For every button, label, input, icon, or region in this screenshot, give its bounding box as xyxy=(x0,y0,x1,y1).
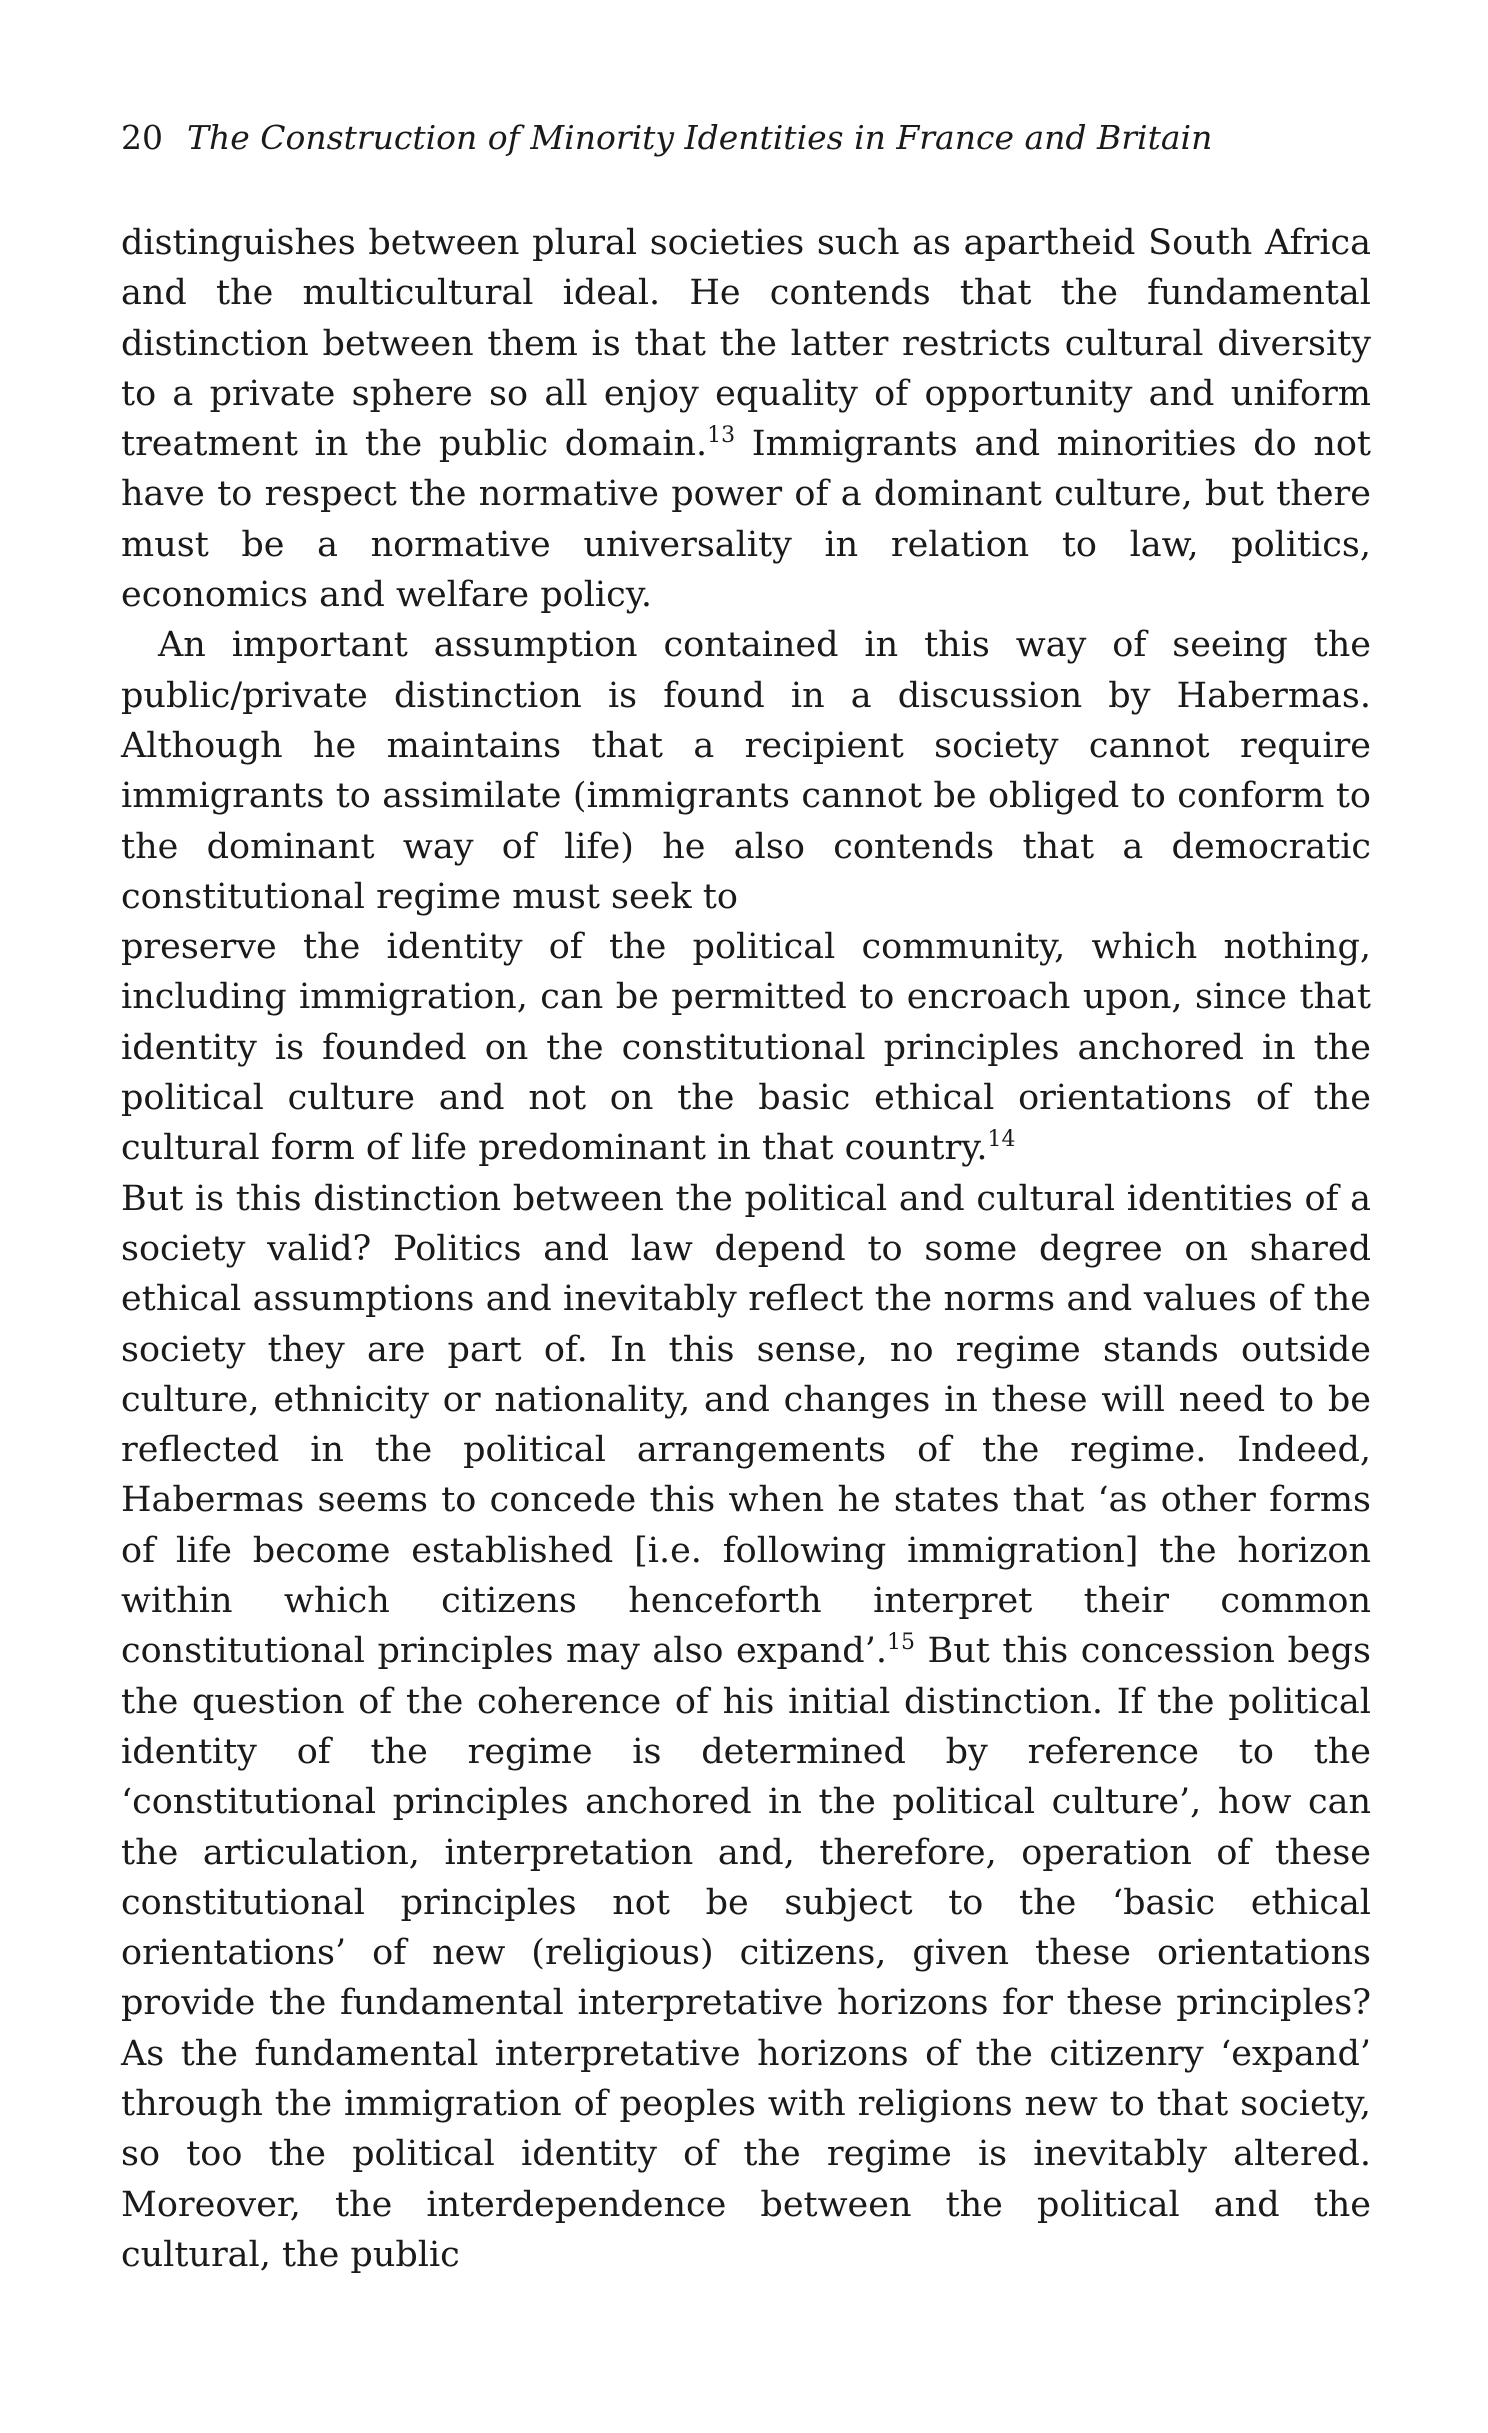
footnote-ref-13: 13 xyxy=(707,423,736,449)
paragraph xyxy=(121,1174,1371,2281)
quote-text: preserve the identity of the political community, which nothing, including immigration, can be permitted to encroach upon, since that identity is founded on the constitutional principles anchored in the political culture and not on the basic ethical orientations of the cultural form of life predominant in that country. xyxy=(121,927,1371,1169)
paragraph-text: An important assumption contained in this way of seeing the public/private distinction is found in a discussion by Habermas. Although he maintains that a recipient society cannot require immigrants to assimilate (immigrants cannot be obliged to conform to the dominant way of life) he also contends that a democratic constitutional regime must seek to xyxy=(121,625,1371,917)
running-title: The Construction of Minority Identities in France and Britain xyxy=(187,118,1213,157)
paragraph-text: But is this distinction between the political and cultural identities of a society valid? Politics and law depend to some degree on shared ethical assumptions and inevitably reflect the norms and values of the society they are part of. In this sense, no regime stands outside culture, ethnicity or nationality, and changes in these will need to be reflected in the political arrangements of the regime. Indeed, Habermas seems to concede this when he states that ‘as other forms of life become established [i.e. following immigration] the horizon within which citizens henceforth interpret their common constitutional principles may also expand’. xyxy=(121,1178,1371,1672)
paragraph xyxy=(121,620,1371,922)
paragraph-text: Immigrants and minorities do not have to respect the normative power of a dominant culture, but there must be a normative universality in relation to law, politics, economics and welfare policy. xyxy=(121,424,1371,616)
page-number: 20 xyxy=(121,118,163,157)
body-text xyxy=(121,218,1371,2280)
footnote-ref-15: 15 xyxy=(886,1630,915,1656)
running-header xyxy=(121,118,1212,158)
footnote-ref-14: 14 xyxy=(987,1127,1016,1153)
paragraph-continued xyxy=(121,218,1371,620)
paragraph-text: But this concession begs the question of the coherence of his initial distinction. If the political identity of the regime is determined by reference to the ‘constitutional principles anchored in the political culture’, how can the articulation, interpretation and, therefore, operation of these constitutional principles not be subject to the ‘basic ethical orientations’ of new (religious) citizens, given these orientations provide the fundamental interpretative horizons for these principles? As the fundamental interpretative horizons of the citizenry ‘expand’ through the immigration of peoples with religions new to that society, so too the political identity of the regime is inevitably altered. Moreover, the interdependence between the political and the cultural, the public xyxy=(121,1631,1371,2275)
block-quote xyxy=(121,922,1371,1173)
paragraph-text: distinguishes between plural societies such as apartheid South Africa and the multicultural ideal. He contends that the fundamental distinction between them is that the latter restricts cultural diversity to a private sphere so all enjoy equality of opportunity and uniform treatment in the public domain. xyxy=(121,223,1371,465)
